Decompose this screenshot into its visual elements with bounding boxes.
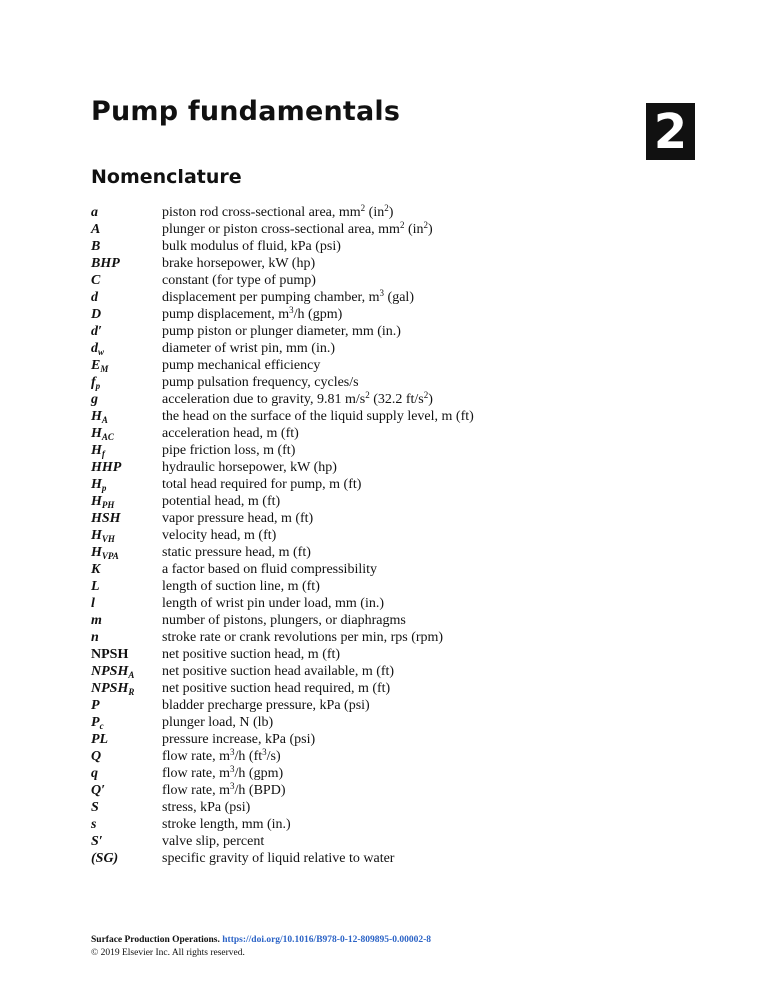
nomenclature-definition: pressure increase, kPa (psi) bbox=[162, 732, 316, 747]
page-footer bbox=[91, 934, 431, 960]
nomenclature-symbol: $H_f$ bbox=[91, 443, 105, 459]
nomenclature-row bbox=[91, 612, 691, 629]
nomenclature-row bbox=[91, 629, 691, 646]
nomenclature-definition: plunger load, N (lb) bbox=[162, 715, 274, 730]
nomenclature-symbol: $H_A$ bbox=[91, 409, 108, 425]
nomenclature-row bbox=[91, 697, 691, 714]
nomenclature-definition: net positive suction head available, m (ft) bbox=[162, 664, 395, 679]
nomenclature-row bbox=[91, 578, 691, 595]
nomenclature-definition: piston rod cross-sectional area, $mm^2$ $(in^2)$ bbox=[162, 203, 394, 220]
nomenclature-symbol: a bbox=[91, 205, 98, 220]
nomenclature-symbol: $E_M$ bbox=[91, 358, 109, 374]
nomenclature-row bbox=[91, 323, 691, 340]
nomenclature-symbol: $H_{AC}$ bbox=[91, 426, 114, 442]
nomenclature-symbol: $H_{VH}$ bbox=[91, 528, 115, 544]
nomenclature-definition: number of pistons, plungers, or diaphragms bbox=[162, 613, 406, 628]
nomenclature-definition: diameter of wrist pin, mm (in.) bbox=[162, 341, 336, 356]
nomenclature-definition: stress, kPa (psi) bbox=[162, 800, 251, 815]
nomenclature-symbol: $P_c$ bbox=[91, 715, 104, 731]
nomenclature-list bbox=[91, 204, 691, 867]
nomenclature-definition: net positive suction head required, m (ft) bbox=[162, 681, 391, 696]
nomenclature-row bbox=[91, 510, 691, 527]
nomenclature-symbol: $NPSH_A$ bbox=[91, 664, 135, 680]
nomenclature-symbol: d bbox=[91, 290, 98, 305]
nomenclature-symbol: D bbox=[91, 307, 102, 322]
nomenclature-symbol: $H_{PH}$ bbox=[91, 494, 115, 510]
nomenclature-row bbox=[91, 731, 691, 748]
nomenclature-definition: vapor pressure head, m (ft) bbox=[162, 511, 314, 526]
nomenclature-symbol: S bbox=[91, 800, 99, 815]
nomenclature-symbol: Q bbox=[91, 749, 102, 764]
nomenclature-symbol: A bbox=[91, 222, 101, 237]
nomenclature-row bbox=[91, 595, 691, 612]
footer-copyright: © 2019 Elsevier Inc. All rights reserved. bbox=[91, 948, 245, 958]
nomenclature-row bbox=[91, 408, 691, 425]
nomenclature-symbol: L bbox=[91, 579, 100, 594]
nomenclature-row bbox=[91, 255, 691, 272]
nomenclature-row bbox=[91, 391, 691, 408]
nomenclature-definition: flow rate, $m^3/h$ (gpm) bbox=[162, 764, 284, 781]
nomenclature-row bbox=[91, 425, 691, 442]
nomenclature-definition: pump mechanical efficiency bbox=[162, 358, 321, 373]
nomenclature-row bbox=[91, 663, 691, 680]
nomenclature-definition: potential head, m (ft) bbox=[162, 494, 281, 509]
nomenclature-definition: acceleration due to gravity, 9.81 $m/s^2$ (32.2 $ft/s^2$) bbox=[162, 390, 433, 407]
nomenclature-row bbox=[91, 204, 691, 221]
nomenclature-row bbox=[91, 782, 691, 799]
nomenclature-symbol: C bbox=[91, 273, 101, 288]
nomenclature-symbol: l bbox=[91, 596, 95, 611]
nomenclature-row bbox=[91, 476, 691, 493]
nomenclature-row bbox=[91, 221, 691, 238]
nomenclature-symbol: Q′ bbox=[91, 783, 106, 798]
nomenclature-row bbox=[91, 765, 691, 782]
nomenclature-symbol: (SG) bbox=[91, 851, 119, 866]
nomenclature-row bbox=[91, 646, 691, 663]
nomenclature-symbol: HHP bbox=[91, 460, 122, 475]
nomenclature-definition: stroke length, mm (in.) bbox=[162, 817, 291, 832]
nomenclature-symbol: $H_{VPA}$ bbox=[91, 545, 119, 561]
nomenclature-definition: displacement per pumping chamber, $m^3$ (gal) bbox=[162, 288, 414, 305]
nomenclature-definition: valve slip, percent bbox=[162, 834, 265, 849]
nomenclature-symbol: PL bbox=[91, 732, 109, 747]
nomenclature-symbol: $NPSH_R$ bbox=[91, 681, 135, 697]
nomenclature-symbol: S′ bbox=[91, 834, 103, 849]
nomenclature-definition: velocity head, m (ft) bbox=[162, 528, 277, 543]
nomenclature-row bbox=[91, 833, 691, 850]
nomenclature-definition: flow rate, $m^3/h$ (BPD) bbox=[162, 781, 286, 798]
nomenclature-definition: acceleration head, m (ft) bbox=[162, 426, 299, 441]
footer-book-title: Surface Production Operations. bbox=[91, 935, 220, 945]
nomenclature-definition: bulk modulus of fluid, kPa (psi) bbox=[162, 239, 341, 254]
nomenclature-definition: flow rate, $m^3/h$ $(ft^3/s)$ bbox=[162, 747, 281, 764]
nomenclature-definition: pipe friction loss, m (ft) bbox=[162, 443, 296, 458]
nomenclature-row bbox=[91, 306, 691, 323]
nomenclature-symbol: K bbox=[91, 562, 101, 577]
nomenclature-row bbox=[91, 527, 691, 544]
nomenclature-symbol: P bbox=[91, 698, 100, 713]
nomenclature-row bbox=[91, 748, 691, 765]
nomenclature-row bbox=[91, 272, 691, 289]
nomenclature-definition: brake horsepower, kW (hp) bbox=[162, 256, 316, 271]
nomenclature-definition: bladder precharge pressure, kPa (psi) bbox=[162, 698, 370, 713]
nomenclature-definition: pump displacement, $m^3/h$ (gpm) bbox=[162, 305, 343, 322]
chapter-title: Pump fundamentals bbox=[91, 96, 401, 127]
nomenclature-row bbox=[91, 714, 691, 731]
section-heading: Nomenclature bbox=[91, 166, 242, 188]
nomenclature-symbol: $f_p$ bbox=[91, 375, 101, 391]
nomenclature-row bbox=[91, 238, 691, 255]
nomenclature-row bbox=[91, 459, 691, 476]
chapter-number-badge: 2 bbox=[646, 103, 695, 160]
nomenclature-definition: net positive suction head, m (ft) bbox=[162, 647, 341, 662]
nomenclature-row bbox=[91, 493, 691, 510]
nomenclature-symbol: $H_p$ bbox=[91, 477, 107, 493]
nomenclature-definition: specific gravity of liquid relative to water bbox=[162, 851, 395, 866]
nomenclature-row bbox=[91, 340, 691, 357]
nomenclature-definition: length of suction line, m (ft) bbox=[162, 579, 320, 594]
nomenclature-row bbox=[91, 799, 691, 816]
nomenclature-row bbox=[91, 680, 691, 697]
nomenclature-row bbox=[91, 561, 691, 578]
nomenclature-definition: static pressure head, m (ft) bbox=[162, 545, 311, 560]
nomenclature-row bbox=[91, 374, 691, 391]
nomenclature-definition: pump piston or plunger diameter, mm (in.) bbox=[162, 324, 401, 339]
nomenclature-row bbox=[91, 357, 691, 374]
nomenclature-definition: total head required for pump, m (ft) bbox=[162, 477, 362, 492]
nomenclature-definition: pump pulsation frequency, cycles/s bbox=[162, 375, 359, 390]
nomenclature-definition: length of wrist pin under load, mm (in.) bbox=[162, 596, 385, 611]
nomenclature-row bbox=[91, 544, 691, 561]
nomenclature-row bbox=[91, 442, 691, 459]
nomenclature-symbol: $d_w$ bbox=[91, 341, 105, 357]
nomenclature-symbol: q bbox=[91, 766, 98, 781]
nomenclature-symbol: s bbox=[91, 817, 97, 832]
nomenclature-symbol: m bbox=[91, 613, 102, 628]
nomenclature-symbol: HSH bbox=[91, 511, 121, 526]
nomenclature-symbol: g bbox=[91, 392, 98, 407]
nomenclature-row bbox=[91, 850, 691, 867]
nomenclature-definition: constant (for type of pump) bbox=[162, 273, 316, 288]
nomenclature-symbol: n bbox=[91, 630, 99, 645]
nomenclature-symbol: B bbox=[91, 239, 101, 254]
nomenclature-symbol: d′ bbox=[91, 324, 102, 339]
nomenclature-row bbox=[91, 289, 691, 306]
nomenclature-definition: plunger or piston cross-sectional area, $mm^2$ $(in^2)$ bbox=[162, 220, 433, 237]
nomenclature-symbol: NPSH bbox=[91, 647, 129, 662]
footer-doi-link[interactable]: https://doi.org/10.1016/B978-0-12-809895-0.00002-8 bbox=[222, 935, 431, 945]
nomenclature-symbol: BHP bbox=[91, 256, 120, 271]
nomenclature-definition: the head on the surface of the liquid supply level, m (ft) bbox=[162, 409, 474, 424]
nomenclature-definition: a factor based on fluid compressibility bbox=[162, 562, 377, 577]
nomenclature-definition: stroke rate or crank revolutions per min, rps (rpm) bbox=[162, 630, 444, 645]
nomenclature-definition: hydraulic horsepower, kW (hp) bbox=[162, 460, 337, 475]
nomenclature-row bbox=[91, 816, 691, 833]
